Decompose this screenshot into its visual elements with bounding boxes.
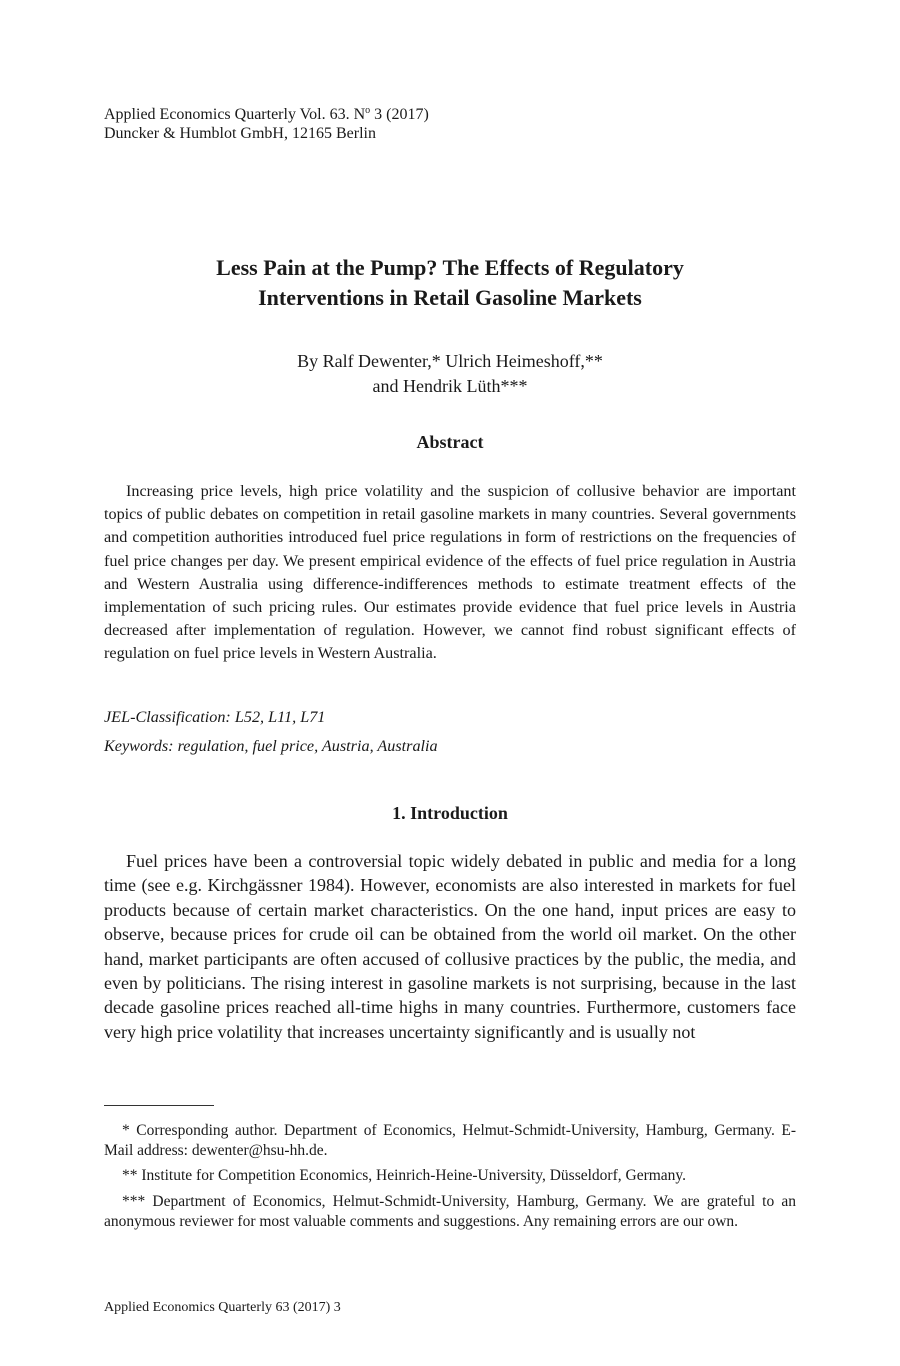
number-sign-superscript: o — [365, 105, 371, 116]
abstract-heading: Abstract — [416, 432, 484, 452]
footnote-1: * Corresponding author. Department of Economics, Helmut-Schmidt-University, Hamburg, Germany. E-Mail address: dewenter@hsu-hh.de. — [104, 1122, 796, 1160]
issue-year: 3 (2017) — [370, 106, 429, 123]
abstract-text: Increasing price levels, high price volatility and the suspicion of collusive behavior are important topics of public debates on competition in retail gasoline markets in many countries. Several governments and competition authorities introduced fuel price regulations in form of restrictions on the frequencies of fuel price changes per day. We present empirical evidence of the effects of fuel price regulation in Austria and Western Australia using difference-indifferences methods to estimate treatment effects of the implementation of such pricing rules. Our estimates provide evidence that fuel price levels in Austria decreased after implementation of regulation. However, we cannot find robust significant effects of regulation on fuel price levels in Western Australia. — [104, 482, 796, 663]
journal-citation-line — [104, 101, 429, 124]
paper-title — [104, 253, 796, 313]
footnote-2: ** Institute for Competition Economics, Heinrich-Heine-University, Düsseldorf, Germany. — [122, 1167, 687, 1184]
publisher-line: Duncker & Humblot GmbH, 12165 Berlin — [104, 125, 376, 142]
footnote-divider — [104, 1105, 214, 1106]
jel-classification: JEL-Classification: L52, L11, L71 — [104, 708, 326, 726]
journal-name: Applied Economics Quarterly Vol. 63. N — [104, 106, 366, 123]
title-line-2: Interventions in Retail Gasoline Markets — [258, 285, 642, 310]
page-footer: Applied Economics Quarterly 63 (2017) 3 — [104, 1300, 341, 1315]
journal-header — [104, 101, 429, 143]
authors-line-2: and Hendrik Lüth*** — [372, 376, 528, 396]
authors-line-1: By Ralf Dewenter,* Ulrich Heimeshoff,** — [297, 351, 603, 371]
section-heading-introduction: 1. Introduction — [392, 803, 508, 823]
keywords: Keywords: regulation, fuel price, Austria, Australia — [104, 737, 438, 755]
introduction-text: Fuel prices have been a controversial topic widely debated in public and media for a long time (see e.g. Kirchgässner 1984). However, economists are also interested in markets for fuel products because of certain market characteristics. On the one hand, input prices are easy to observe, because prices for crude oil can be obtained from the world oil market. On the other hand, market participants are often accused of collusive practices by the public, the media, and even by politicians. The rising interest in gasoline markets is not surprising, because in the last decade gasoline prices reached all-time highs in many countries. Furthermore, customers face very high price volatility that increases uncertainty significantly and is usually not — [104, 851, 796, 1042]
author-block — [104, 349, 796, 399]
footnote-3: *** Department of Economics, Helmut-Schmidt-University, Hamburg, Germany. We are grateful to an anonymous reviewer for most valuable comments and suggestions. Any remaining errors are our own. — [104, 1193, 796, 1231]
title-line-1: Less Pain at the Pump? The Effects of Regulatory — [216, 255, 684, 280]
